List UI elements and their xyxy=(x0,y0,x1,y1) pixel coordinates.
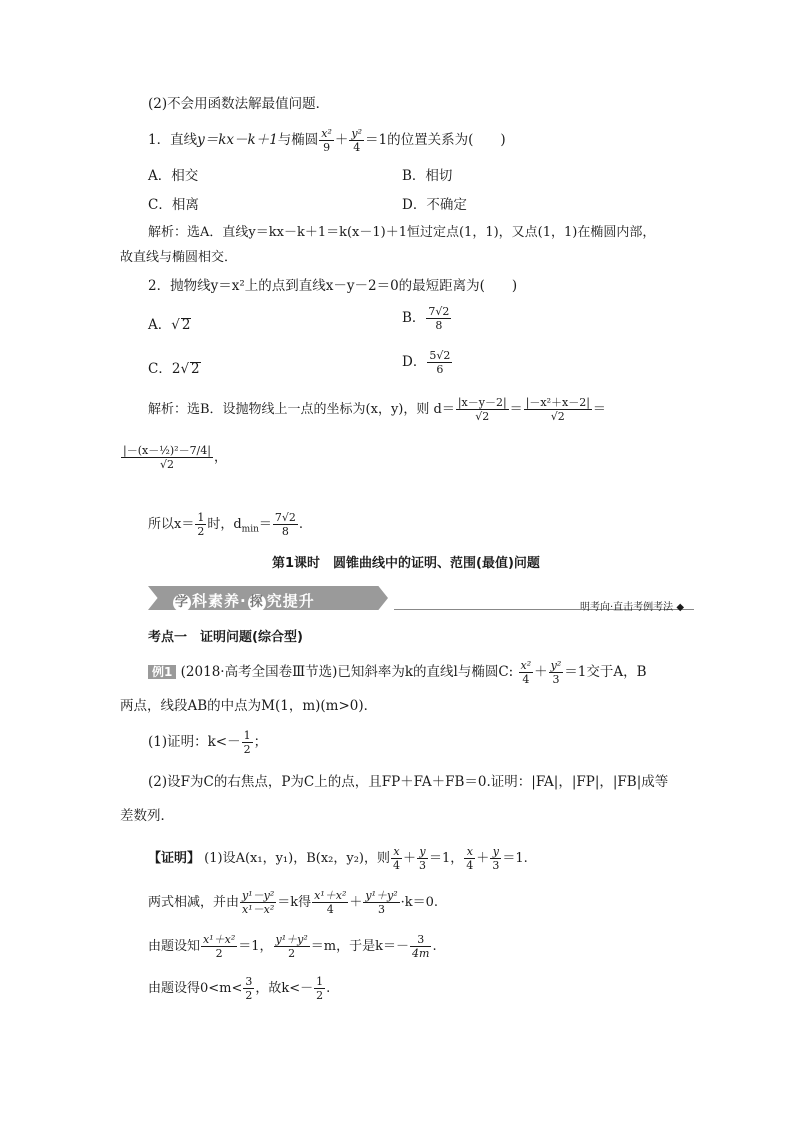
frac-den: √2 xyxy=(475,410,490,423)
frac-den: √2 xyxy=(159,458,174,471)
frac-num: 3 xyxy=(245,975,253,988)
frac-num: 5√2 xyxy=(429,349,451,362)
proof-frac xyxy=(464,846,475,871)
proof-frac xyxy=(314,976,325,1001)
frac-den: 6 xyxy=(436,363,444,376)
frac-num: y¹－y² xyxy=(242,889,275,902)
frac-den: 2 xyxy=(215,947,223,960)
q1-suffix: ＝1的位置关系为( ) xyxy=(365,132,506,148)
banner-circle-char: 探 xyxy=(249,595,264,610)
q1-option-d: D．不确定 xyxy=(402,197,467,213)
frac-num: |－(x－½)²－7/4| xyxy=(123,444,211,457)
frac-num: 7√2 xyxy=(428,305,450,318)
equals-sign: ＝ xyxy=(592,402,606,417)
proof-text: (1)设A(x₁，y₁)，B(x₂，y₂)，则 xyxy=(204,851,390,866)
part-text: (1)证明：k<－ xyxy=(148,734,241,750)
banner-text-part: 科素养· xyxy=(192,592,247,610)
proof-label: 【证明】 xyxy=(148,851,201,866)
frac-num: y¹＋y² xyxy=(365,889,398,902)
banner-text-part: 究提升 xyxy=(266,592,315,610)
plus-sign: ＋ xyxy=(476,851,490,866)
frac-num: |－x²＋x－2| xyxy=(525,396,590,409)
q2-solution-line-2 xyxy=(120,445,227,470)
frac-num: x xyxy=(391,846,402,859)
distance-frac-3 xyxy=(121,445,213,470)
frac-den: 2 xyxy=(316,989,324,1002)
proof-text: ＝1， xyxy=(429,851,464,866)
frac-num: y² xyxy=(351,127,363,140)
proof-frac xyxy=(243,976,254,1001)
q1-option-b: B．相切 xyxy=(402,168,453,184)
proof-text: 由题设知 xyxy=(148,939,201,954)
banner-circle-char: 学 xyxy=(174,595,189,610)
q1-solution-line-2: 故直线与椭圆相交． xyxy=(120,250,238,265)
example-1-stem-line-2: 两点，线段AB的中点为M(1，m)(m>0)． xyxy=(120,698,378,714)
section-title: 第1课时 圆锥曲线中的证明、范围(最值)问题 xyxy=(272,556,540,571)
frac-num: x¹＋x² xyxy=(203,933,236,946)
frac-num: x² xyxy=(520,659,532,672)
proof-text: ＝k得 xyxy=(277,895,312,910)
sqrt-radicand: 2 xyxy=(181,317,191,333)
proof-frac xyxy=(363,890,399,915)
banner-tag-text: 明考向·直击考例考法 xyxy=(580,602,674,613)
q1-ellipse-frac-x xyxy=(319,128,334,153)
frac-den: 4 xyxy=(393,859,400,872)
ex1-ellipse-frac-x xyxy=(519,660,534,685)
frac-num: x¹＋x² xyxy=(314,889,347,902)
frac-num: x² xyxy=(321,127,332,140)
banner-text xyxy=(172,590,315,612)
solution-text: 解析：选B．设抛物线上一点的坐标为(x，y)，则 d＝ xyxy=(148,402,455,417)
final-text: 时，d xyxy=(207,517,242,532)
proof-text: . xyxy=(432,939,437,954)
frac-den: 3 xyxy=(419,859,427,872)
question-2-stem: 2．抛物线y＝x²上的点到直线x－y－2＝0的最短距离为( ) xyxy=(148,278,518,294)
proof-frac xyxy=(201,934,237,959)
distance-frac-1 xyxy=(456,397,509,422)
section-banner xyxy=(148,586,394,612)
frac-den: 4 xyxy=(326,903,334,916)
q1-option-a: A．相交 xyxy=(148,168,199,184)
example-1-part-1 xyxy=(148,730,267,755)
proof-frac xyxy=(490,846,501,871)
equals-sign: ＝ xyxy=(258,517,272,532)
frac-den: 3 xyxy=(378,903,386,916)
frac-den: 2 xyxy=(243,743,251,756)
plus-sign: ＋ xyxy=(334,132,349,148)
subscript: min xyxy=(241,524,259,535)
ex1-ellipse-frac-y xyxy=(549,660,564,685)
topic-heading: 考点一 证明问题(综合型) xyxy=(148,630,303,645)
distance-frac-2 xyxy=(524,397,592,422)
q2-option-b-frac xyxy=(426,306,451,331)
example-1-stem xyxy=(148,660,647,685)
part-text: ； xyxy=(253,734,268,750)
proof-text: . xyxy=(326,981,331,996)
example-text: 已知斜率为k的直线l与椭圆C: xyxy=(337,664,514,680)
frac-num: 1 xyxy=(243,729,251,742)
frac-den: 8 xyxy=(435,319,443,332)
half-frac xyxy=(195,512,206,537)
proof-frac xyxy=(312,890,348,915)
proof-text: ＝1， xyxy=(238,939,273,954)
period: . xyxy=(298,517,304,532)
q1-option-c: C．相离 xyxy=(148,197,199,213)
comma: ， xyxy=(213,450,227,465)
example-1-part-2-line-2: 差数列． xyxy=(120,808,174,824)
option-label: B． xyxy=(402,310,426,326)
question-1-stem xyxy=(148,128,506,153)
q2-option-d-frac xyxy=(427,350,452,375)
frac-den: x¹－x² xyxy=(242,903,275,916)
option-label: A． xyxy=(148,317,172,333)
frac-den: 3 xyxy=(492,859,500,872)
option-label: C． xyxy=(148,361,172,377)
banner-tag xyxy=(580,598,684,613)
frac-num: 3 xyxy=(410,934,431,947)
example-text: ＝1交于A，B xyxy=(564,664,647,680)
frac-den: 2 xyxy=(288,947,296,960)
frac-num: y¹＋y² xyxy=(275,933,308,946)
example-badge: 例1 xyxy=(148,665,176,679)
proof-text: ＝1. xyxy=(502,851,528,866)
frac-den: 4m xyxy=(412,947,430,960)
proof-frac xyxy=(274,934,310,959)
q1-mid: 与椭圆 xyxy=(277,132,319,148)
frac-num: |x－y－2| xyxy=(457,396,507,409)
frac-num: x xyxy=(464,846,475,859)
frac-den: 2 xyxy=(197,525,205,538)
q1-prefix: 1．直线 xyxy=(148,132,198,148)
proof-text: 由题设得0<m< xyxy=(148,981,243,996)
plus-sign: ＋ xyxy=(403,851,417,866)
q2-option-b xyxy=(402,306,452,331)
final-text: 所以x＝ xyxy=(148,517,195,532)
frac-den: 3 xyxy=(552,673,560,686)
frac-den: 4 xyxy=(353,141,361,154)
dmin-frac xyxy=(273,512,298,537)
example-1-part-2-line-1: (2)设F为C的右焦点，P为C上的点，且FP＋FA＋FB＝0.证明：|FA|，|FP|，|FB|成等 xyxy=(148,774,669,790)
frac-den: √2 xyxy=(550,410,565,423)
frac-num: y xyxy=(417,846,428,859)
q2-solution-line-1 xyxy=(148,397,606,422)
frac-den: 8 xyxy=(281,525,289,538)
proof-line-4 xyxy=(148,976,330,1001)
frac-num: y² xyxy=(550,659,562,672)
frac-den: 2 xyxy=(245,989,253,1002)
frac-den: 4 xyxy=(466,859,474,872)
proof-line-3 xyxy=(148,934,437,959)
proof-frac xyxy=(417,846,428,871)
diamond-icon: ◆ xyxy=(676,602,685,613)
example-source: (2018·高考全国卷Ⅲ节选) xyxy=(180,664,338,680)
frac-den: 9 xyxy=(323,141,331,154)
sqrt-radicand: 2 xyxy=(191,361,200,377)
q1-line-eq: y＝kx－k＋1 xyxy=(197,132,278,148)
proof-text: ，故k<－ xyxy=(255,981,314,996)
p1-frac xyxy=(242,730,253,755)
proof-text: ＝m，于是k＝－ xyxy=(310,939,409,954)
equals-sign: ＝ xyxy=(509,402,523,417)
plus-sign: ＋ xyxy=(534,664,548,680)
frac-num: 7√2 xyxy=(274,511,296,524)
plus-sign: ＋ xyxy=(349,895,363,910)
q1-solution-line-1: 解析：选A．直线y＝kx－k＋1＝k(x－1)＋1恒过定点(1，1)，又点(1，1)在椭圆内部， xyxy=(148,225,656,240)
proof-line-1 xyxy=(148,846,528,871)
q2-option-d xyxy=(402,350,453,375)
proof-text: 两式相减，并由 xyxy=(148,895,240,910)
proof-text: ·k＝0. xyxy=(400,895,439,910)
proof-line-2 xyxy=(148,890,438,915)
q2-option-c: C．2√ 2 xyxy=(148,361,200,377)
frac-num: y xyxy=(490,846,501,859)
proof-frac xyxy=(240,890,276,915)
q2-solution-final xyxy=(148,512,303,537)
proof-frac xyxy=(391,846,402,871)
q2-option-a: A．√ 2 xyxy=(148,317,191,333)
intro-line: (2)不会用函数法解最值问题． xyxy=(148,96,330,112)
proof-frac xyxy=(410,934,431,959)
frac-den: 4 xyxy=(522,673,530,686)
frac-num: 1 xyxy=(316,975,324,988)
frac-num: 1 xyxy=(197,511,205,524)
coefficient: 2 xyxy=(171,361,181,377)
q1-ellipse-frac-y xyxy=(349,128,364,153)
option-label: D． xyxy=(402,354,427,370)
